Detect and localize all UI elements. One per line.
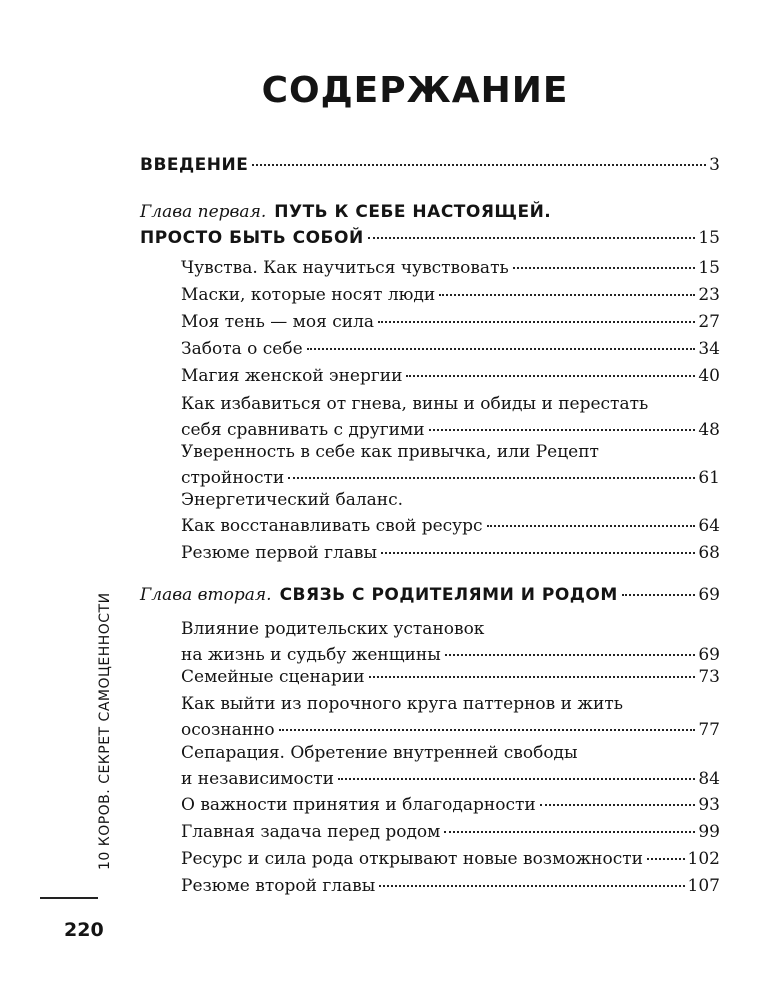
toc-entry-page: 77 [698,720,720,740]
toc-chapter-1[interactable] [140,199,720,251]
toc-entry-label: и независимости [181,769,334,789]
toc-entry[interactable] [181,819,720,845]
toc-entry-label: Ресурс и сила рода открывают новые возможности [181,849,643,869]
dot-leader [279,729,696,731]
dot-leader [444,831,695,833]
toc-entry-page: 15 [698,228,720,248]
toc-entry-page: 23 [698,285,720,305]
toc-chapter-2[interactable] [140,582,720,608]
toc-entry[interactable] [181,391,720,443]
toc-entry[interactable] [181,846,720,872]
toc-entry[interactable] [181,740,720,792]
toc-entry[interactable] [181,540,720,566]
chapter-title-line: СВЯЗЬ С РОДИТЕЛЯМИ И РОДОМ [279,585,618,605]
toc-entry-page: 93 [698,795,720,815]
dot-leader [288,477,695,479]
dot-leader [439,294,695,296]
toc-entry-label: Забота о себе [181,339,303,359]
dot-leader [368,237,696,239]
toc-entry-label-line1: Уверенность в себе как привычка, или Рецепт [181,442,599,462]
toc-entry-page: 61 [698,468,720,488]
toc-entry-page: 27 [698,312,720,332]
toc-entry-page: 99 [698,822,720,842]
toc-entry[interactable] [181,616,720,668]
toc-entry-label: Семейные сценарии [181,667,365,687]
toc-entry[interactable] [181,792,720,818]
toc-entry-label: Маски, которые носят люди [181,285,436,305]
dot-leader [307,348,696,350]
toc-entry-page: 64 [698,516,720,536]
toc-entry-label: Главная задача перед родом [181,822,441,842]
dot-leader [369,676,696,678]
toc-entry-label: на жизнь и судьбу женщины [181,645,441,665]
dot-leader [540,804,696,806]
dot-leader [622,594,696,596]
dot-leader [379,885,684,887]
toc-entry-label-line1: Как выйти из порочного круга паттернов и жить [181,694,624,714]
toc-entry[interactable] [181,309,720,335]
toc-entry-page: 15 [698,258,720,278]
toc-entry-label: осознанно [181,720,275,740]
toc-entry-page: 34 [698,339,720,359]
dot-leader [252,164,706,166]
toc-entry-label: Резюме первой главы [181,543,378,563]
chapter-prefix: Глава вторая. [140,585,272,605]
toc-entry-page: 73 [698,667,720,687]
toc-entry-page: 84 [698,769,720,789]
toc-entry-label: Чувства. Как научиться чувствовать [181,258,509,278]
toc-entry-label-line1: Влияние родительских установок [181,619,485,639]
toc-entry-label: себя сравнивать с другими [181,420,425,440]
toc-entry[interactable] [181,487,720,539]
toc-entry-label: Моя тень — моя сила [181,312,375,332]
toc-entry[interactable] [181,439,720,491]
toc-entry-label-line1: Как избавиться от гнева, вины и обиды и перестать [181,394,649,414]
toc-entry[interactable] [181,873,720,899]
toc-entry[interactable] [181,336,720,362]
toc-entry-label-line1: Энергетический баланс. [181,490,404,510]
chapter-title-line: ПУТЬ К СЕБЕ НАСТОЯЩЕЙ. [274,202,552,222]
dot-leader [487,525,696,527]
toc-entry-label: О важности принятия и благодарности [181,795,536,815]
page-number: 220 [64,919,104,941]
toc-entry-page: 69 [698,585,720,605]
toc-entry-page: 3 [709,155,720,175]
toc-entry-intro[interactable] [140,152,720,178]
dot-leader [513,267,696,269]
toc-entry-label: Магия женской энергии [181,366,403,386]
running-head: 10 КОРОВ. СЕКРЕТ САМОЦЕННОСТИ [97,592,113,870]
dot-leader [378,321,695,323]
dot-leader [381,552,695,554]
toc-entry-page: 107 [687,876,720,896]
toc-entry-page: 69 [698,645,720,665]
toc-entry-page: 40 [698,366,720,386]
dot-leader [647,858,685,860]
toc-entry-label: Резюме второй главы [181,876,376,896]
chapter-title-line: ПРОСТО БЫТЬ СОБОЙ [140,228,364,248]
toc-entry[interactable] [181,363,720,389]
toc-entry[interactable] [181,664,720,690]
dot-leader [406,375,695,377]
toc-entry-label-line1: Сепарация. Обретение внутренней свободы [181,743,578,763]
toc-entry-label: Как восстанавливать свой ресурс [181,516,483,536]
toc-entry-page: 68 [698,543,720,563]
toc-entry[interactable] [181,282,720,308]
toc-entry[interactable] [181,691,720,743]
toc-entry-page: 102 [687,849,720,869]
dot-leader [445,654,696,656]
toc-entry-label: ВВЕДЕНИЕ [140,155,249,175]
toc-entry-label: стройности [181,468,285,488]
chapter-prefix: Глава первая. [140,202,267,222]
toc-entry-page: 48 [698,420,720,440]
divider [40,897,98,899]
toc-entry[interactable] [181,255,720,281]
dot-leader [338,778,695,780]
dot-leader [429,429,696,431]
page-title: СОДЕРЖАНИЕ [261,70,569,111]
